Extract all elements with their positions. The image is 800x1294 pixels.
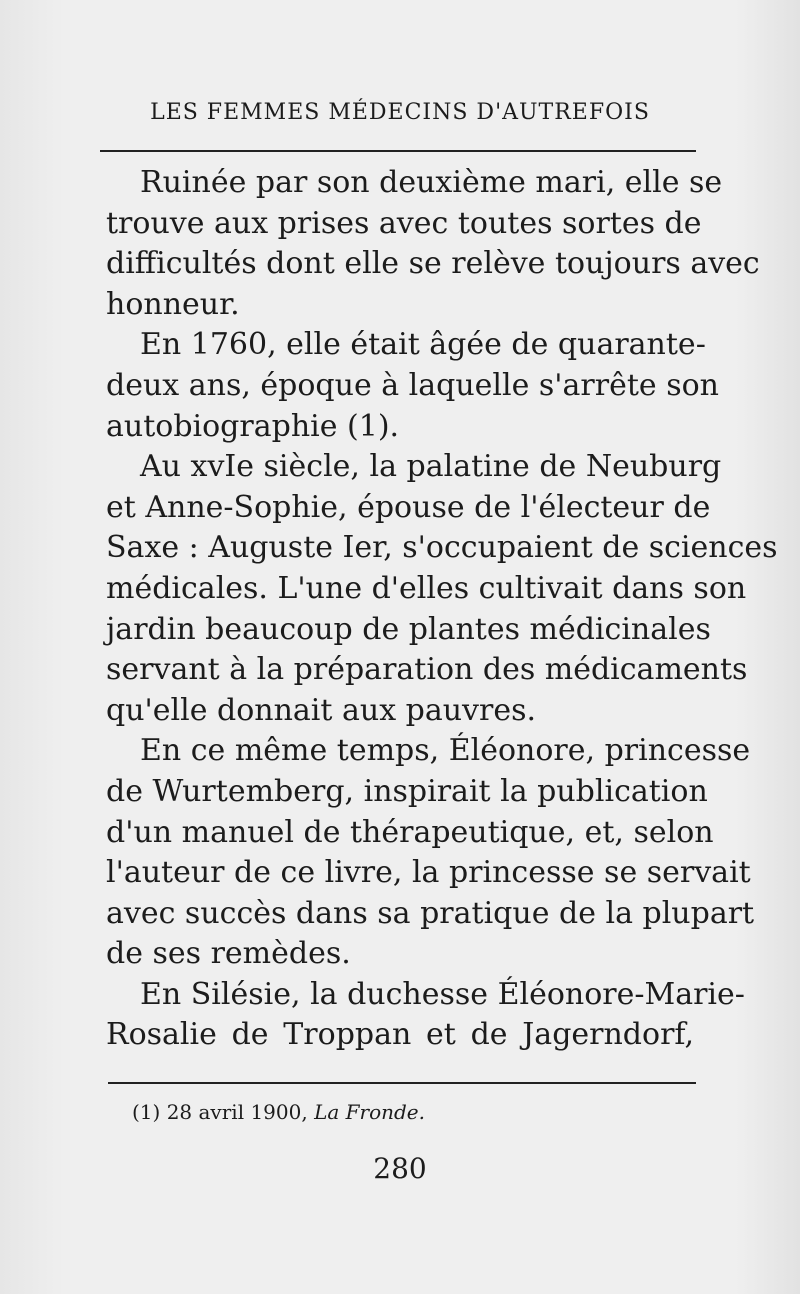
text-line: jardin beaucoup de plantes médicinales (106, 611, 711, 647)
text-line: de ses remèdes. (106, 936, 351, 972)
text-line: de Wurtemberg, inspirait la publication (106, 773, 708, 809)
text-line: deux ans, époque à laquelle s'arrête son (106, 367, 719, 403)
text-line: autobiographie (1). (106, 408, 400, 444)
text-line: avec succès dans sa pratique de la plupart (106, 895, 755, 931)
text-line: trouve aux prises avec toutes sortes de (106, 205, 702, 241)
text-line: qu'elle donnait aux pauvres. (106, 692, 537, 728)
text-line: En Silésie, la duchesse Éléonore-Marie- (140, 976, 745, 1012)
text-line: l'auteur de ce livre, la princesse se servait (106, 855, 751, 891)
footnote-source: La Fronde. (314, 1100, 425, 1124)
body-text (106, 163, 778, 1056)
header-rule (100, 150, 696, 152)
text-line: médicales. L'une d'elles cultivait dans son (106, 570, 747, 606)
footnote-rule (108, 1082, 696, 1084)
text-line: Ruinée par son deuxième mari, elle se (140, 165, 723, 200)
footnote-date: 28 avril 1900, (166, 1100, 308, 1124)
footnote-marker: (1) (132, 1100, 161, 1124)
text-line: d'un manuel de thérapeutique, et, selon (106, 814, 714, 850)
running-title: LES FEMMES MÉDECINS D'AUTREFOIS (150, 100, 650, 125)
text-line: En 1760, elle était âgée de quarante- (140, 327, 706, 363)
text-line: difficultés dont elle se relève toujours avec (106, 246, 760, 282)
text-line: En ce même temps, Éléonore, princesse (140, 733, 751, 769)
text-line: honneur. (106, 286, 240, 322)
text-line: servant à la préparation des médicaments (106, 652, 748, 688)
footnote (132, 1097, 692, 1127)
text-line: Saxe : Auguste Ier, s'occupaient de sciences (106, 530, 778, 566)
page-number: 280 (373, 1152, 427, 1185)
text-line: et Anne-Sophie, épouse de l'électeur de (106, 489, 711, 525)
text-line: Rosalie de Troppan et de Jagerndorf, (106, 1017, 694, 1053)
text-line: Au xvIe siècle, la palatine de Neuburg (140, 449, 722, 485)
